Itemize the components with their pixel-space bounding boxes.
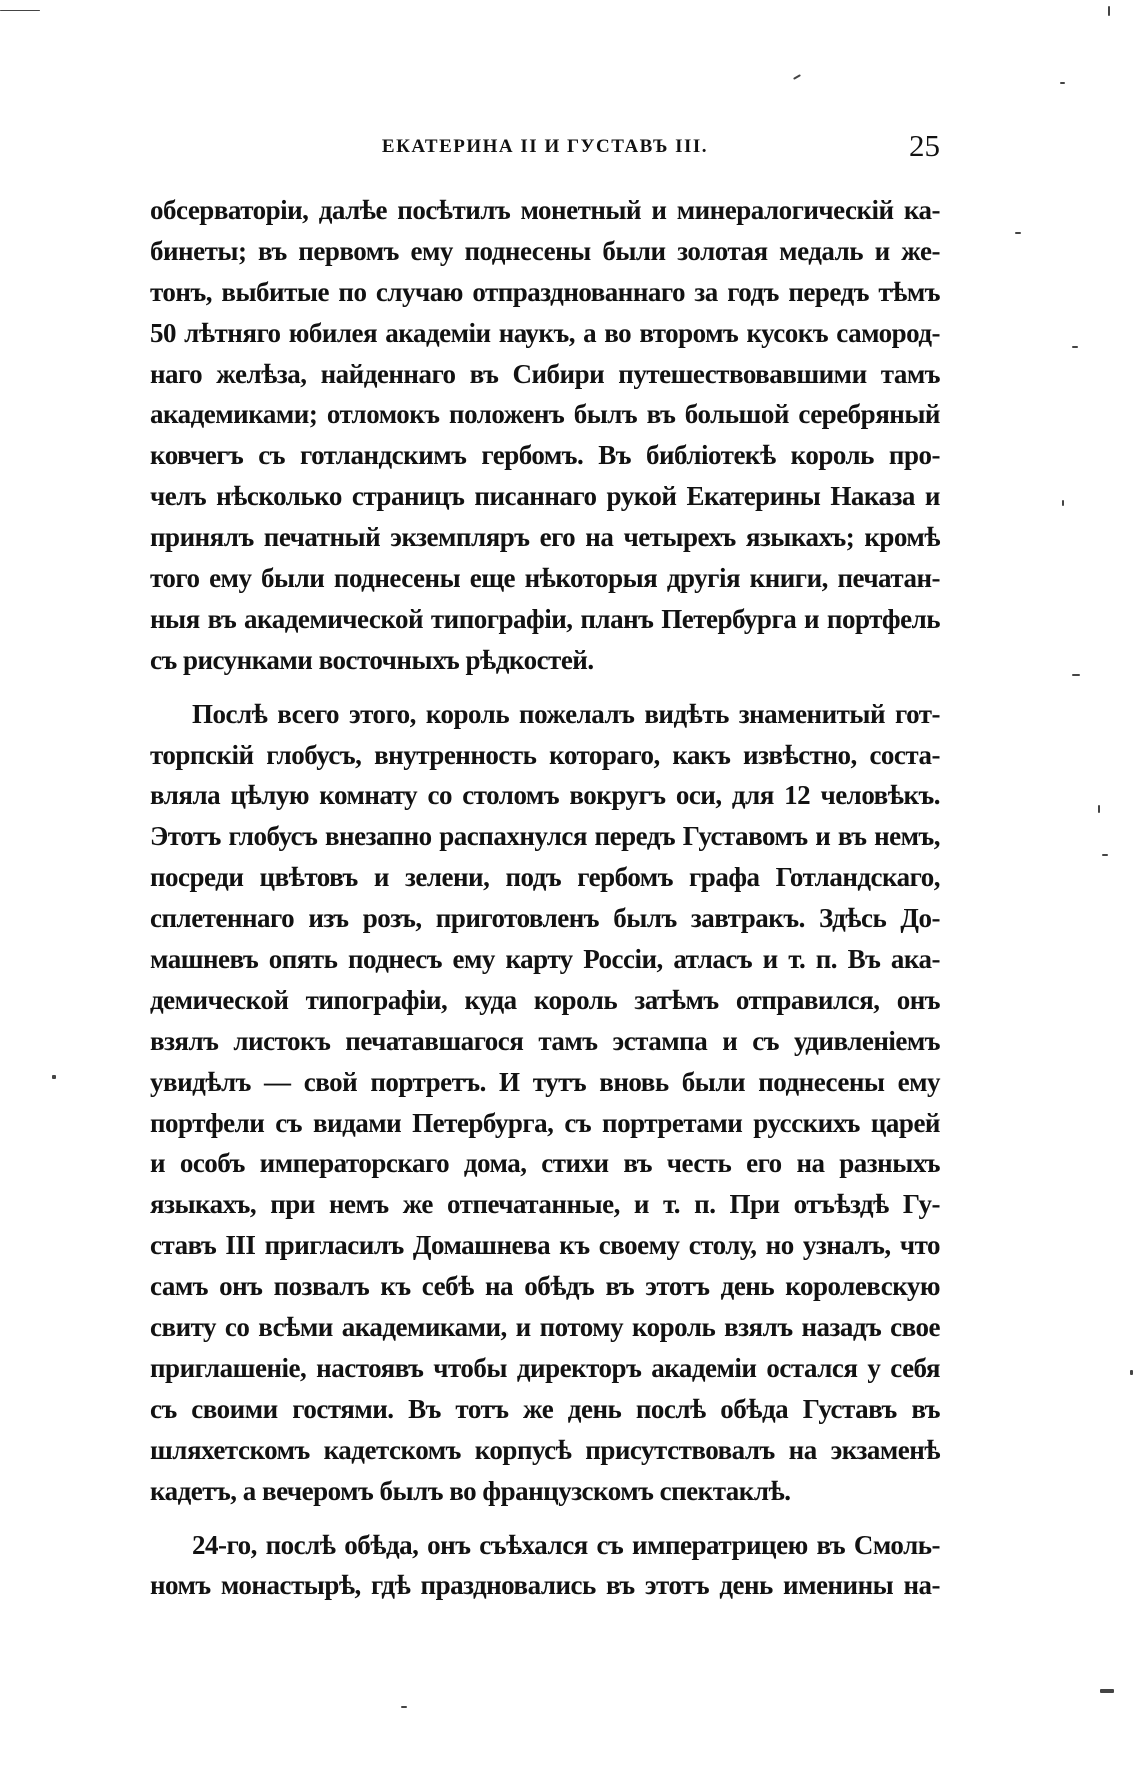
text-line: 24-го, послѣ обѣда, онъ съѣхался съ императрицею въ Смоль- (192, 1529, 940, 1560)
page-header (150, 128, 940, 168)
text-line: торпскій глобусъ, внутренность котораго, какъ извѣстно, соста- (150, 739, 940, 770)
scan-speck (1108, 6, 1110, 16)
text-line: съ своими гостями. Въ тотъ же день послѣ обѣда Густавъ въ (150, 1393, 940, 1424)
scan-speck (1015, 232, 1021, 234)
scan-speck (793, 74, 801, 80)
page-number: 25 (909, 128, 940, 163)
scan-speck (1062, 500, 1064, 506)
paragraph-3 (150, 1525, 940, 1607)
text-line: обсерваторіи, далѣе посѣтилъ монетный и минералогическій ка- (150, 195, 940, 225)
scan-speck (52, 1075, 56, 1079)
text-line: вляла цѣлую комнату со столомъ вокругъ оси, для 12 человѣкъ. (150, 780, 940, 811)
scan-speck (1072, 346, 1078, 348)
text-line: языкахъ, при немъ же отпечатанные, и т. п. При отъѣздѣ Гу- (150, 1189, 940, 1220)
scan-speck (401, 1706, 407, 1708)
text-line: самъ онъ позвалъ къ себѣ на обѣдъ въ этотъ день королевскую (150, 1271, 940, 1302)
text-line: принялъ печатный экземпляръ его на четырехъ языкахъ; кромѣ (150, 522, 940, 553)
text-line: портфели съ видами Петербурга, съ портретами русскихъ царей (150, 1107, 940, 1138)
text-line: приглашеніе, настоявъ чтобы директоръ академіи остался у себя (150, 1352, 940, 1383)
text-line: демической типографіи, куда король затѣмъ отправился, онъ (150, 984, 940, 1015)
body-text (150, 190, 940, 1606)
text-line: 50 лѣтняго юбилея академіи наукъ, а во второмъ кусокъ самород- (150, 317, 940, 348)
text-line: увидѣлъ — свой портретъ. И тутъ вновь были поднесены ему (150, 1066, 940, 1097)
text-line: Послѣ всего этого, король пожелалъ видѣть знаменитый гот- (192, 698, 940, 729)
text-line: шляхетскомъ кадетскомъ корпусѣ присутствовалъ на экзаменѣ (150, 1434, 940, 1465)
text-line: того ему были поднесены еще нѣкоторыя другія книги, печатан- (150, 563, 940, 594)
text-line: ковчегъ съ готландскимъ гербомъ. Въ библіотекѣ король про- (150, 440, 940, 471)
text-line: номъ монастырѣ, гдѣ праздновались въ этотъ день именины на- (150, 1570, 940, 1601)
running-title: ЕКАТЕРИНА II И ГУСТАВЪ III. (381, 136, 709, 157)
text-line: посреди цвѣтовъ и зелени, подъ гербомъ графа Готландскаго, (150, 862, 940, 893)
paragraph-2 (150, 694, 940, 1512)
text-line: съ рисунками восточныхъ рѣдкостей. (150, 644, 594, 675)
text-line: ставъ III пригласилъ Домашнева къ своему столу, но узналъ, что (150, 1230, 940, 1261)
text-line: академиками; отломокъ положенъ былъ въ большой серебряный (150, 399, 940, 430)
text-line: бинеты; въ первомъ ему поднесены были золотая медаль и же- (150, 235, 940, 266)
text-line: и особъ императорскаго дома, стихи въ честь его на разныхъ (150, 1148, 940, 1179)
scan-speck (1100, 1689, 1114, 1693)
text-line: машневъ опять поднесъ ему карту Россіи, атласъ и т. п. Въ ака- (150, 944, 940, 975)
paragraph-1 (150, 190, 940, 681)
text-line: сплетеннаго изъ розъ, приготовленъ былъ завтракъ. Здѣсь До- (150, 903, 940, 934)
text-line: ныя въ академической типографіи, планъ Петербурга и портфель (150, 603, 940, 634)
text-line: взялъ листокъ печатавшагося тамъ эстампа и съ удивленіемъ (150, 1025, 940, 1056)
text-line: кадетъ, а вечеромъ былъ во французскомъ спектаклѣ. (150, 1475, 791, 1506)
scan-speck (1098, 805, 1100, 813)
scan-speck (1102, 854, 1108, 856)
text-line: свиту со всѣми академиками, и потому король взялъ назадъ свое (150, 1312, 940, 1343)
text-line: тонъ, выбитые по случаю отпразднованнаго за годъ передъ тѣмъ (150, 276, 940, 307)
text-line: челъ нѣсколько страницъ писаннаго рукой Екатерины Наказа и (150, 481, 940, 512)
text-line: Этотъ глобусъ внезапно распахнулся передъ Густавомъ и въ немъ, (150, 821, 940, 852)
scan-speck (1060, 82, 1065, 84)
text-line: наго желѣза, найденнаго въ Сибири путешествовавшими тамъ (150, 358, 940, 389)
scan-speck (1072, 674, 1080, 676)
scan-speck (0, 10, 40, 11)
scan-speck (1130, 1370, 1133, 1375)
